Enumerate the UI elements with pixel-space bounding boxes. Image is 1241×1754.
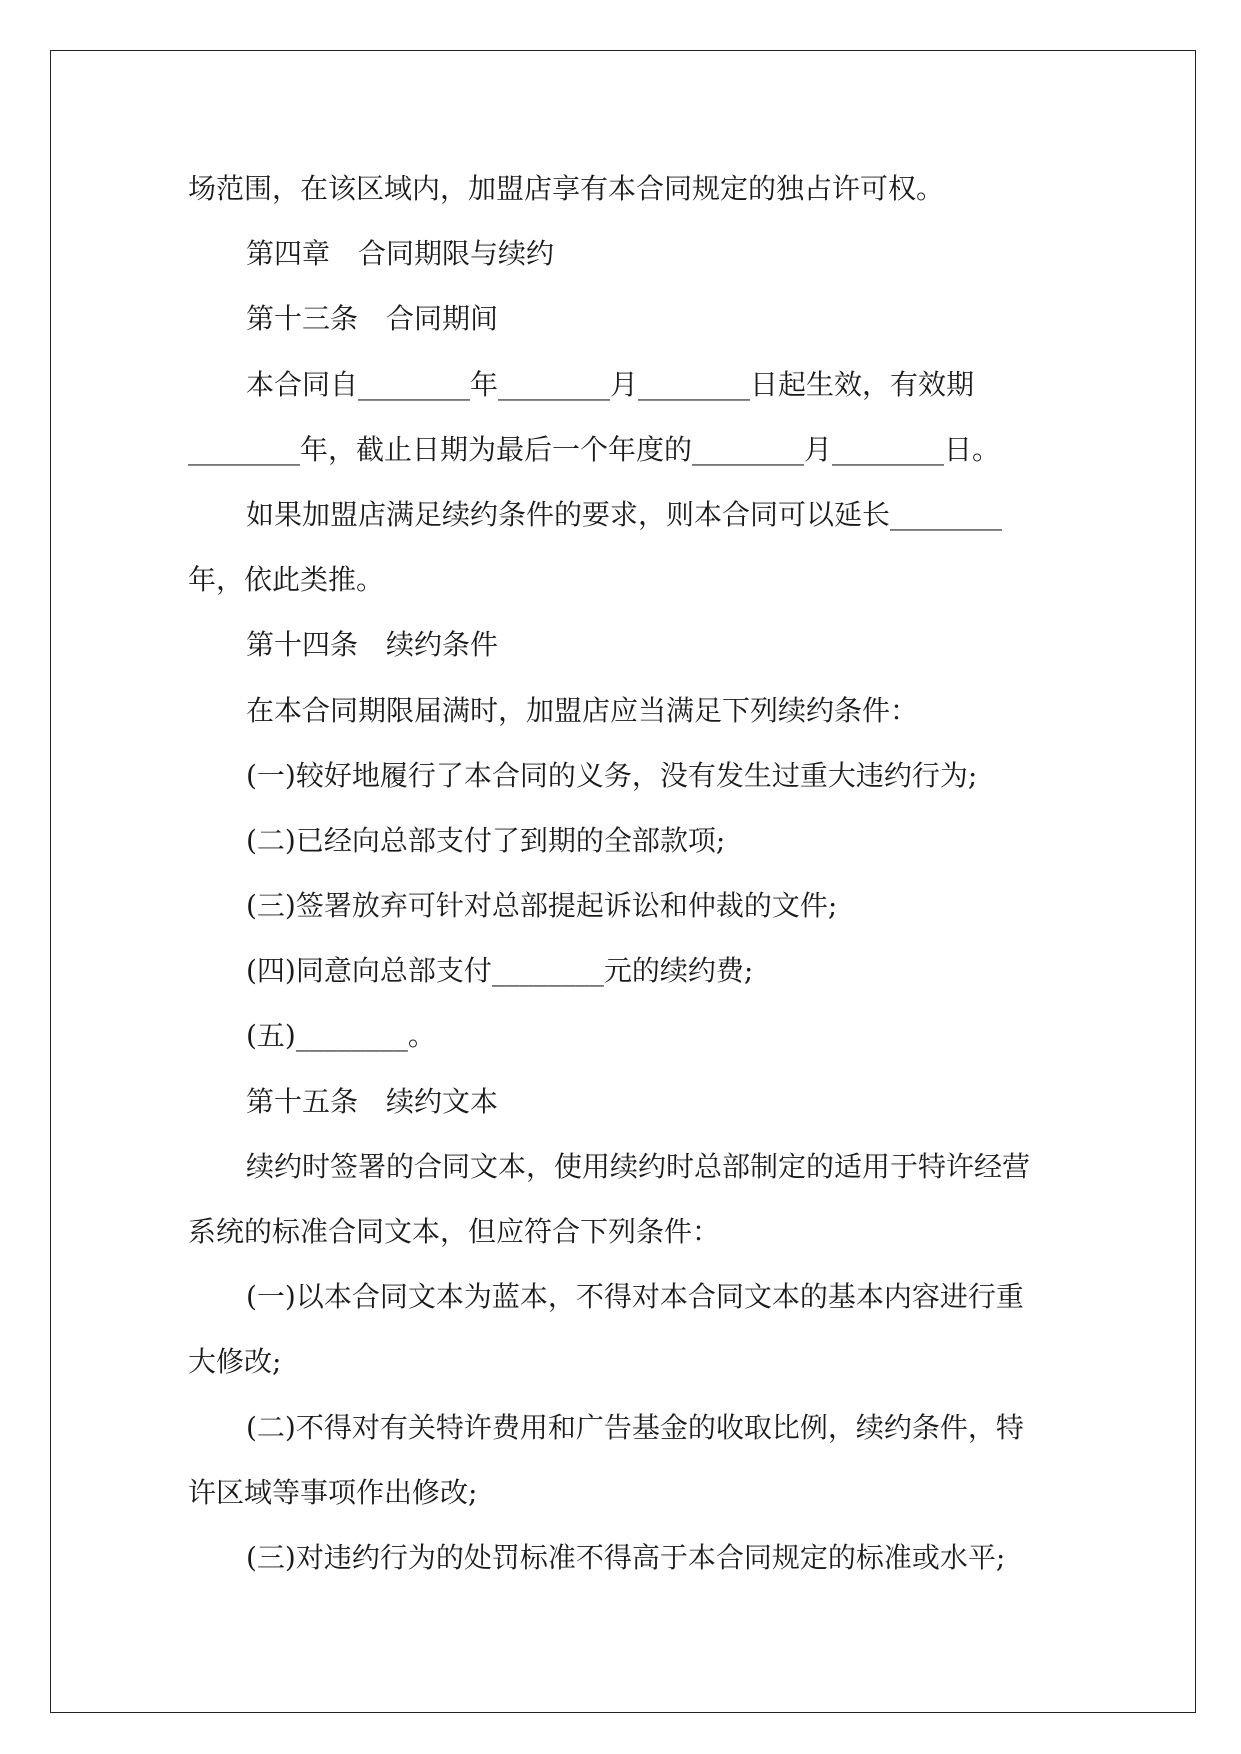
chapter-heading: 第四章 合同期限与续约: [246, 237, 555, 271]
text-line: 年，依此类推。: [188, 563, 385, 597]
text-line: 许区域等事项作出修改;: [188, 1475, 478, 1509]
list-item: (五)________。: [246, 1019, 436, 1053]
text-line: 场范围，在该区域内，加盟店享有本合同规定的独占许可权。: [188, 172, 945, 205]
text-line: 续约时签署的合同文本，使用续约时总部制定的适用于特许经营: [246, 1149, 1031, 1183]
list-item: (三)签署放弃可针对总部提起诉讼和仲裁的文件;: [246, 889, 838, 923]
list-item: (二)已经向总部支付了到期的全部款项;: [246, 823, 726, 857]
list-item: (三)对违约行为的处罚标准不得高于本合同规定的标准或水平;: [246, 1540, 1006, 1574]
article-heading: 第十三条 合同期间: [246, 302, 499, 336]
list-item: (一)较好地履行了本合同的义务，没有发生过重大违约行为;: [246, 758, 978, 792]
list-item: (四)同意向总部支付________元的续约费;: [246, 954, 754, 988]
article-heading: 第十四条 续约条件: [246, 628, 499, 662]
text-line: ________年，截止日期为最后一个年度的________月________日。: [188, 432, 1001, 466]
list-item: (二)不得对有关特许费用和广告基金的收取比例，续约条件，特: [246, 1410, 1024, 1444]
text-line: 大修改;: [188, 1345, 282, 1379]
text-line: 系统的标准合同文本，但应符合下列条件：: [188, 1215, 721, 1248]
text-line: 本合同自________年________月________日起生效，有效期: [246, 367, 975, 401]
text-line: 在本合同期限届满时，加盟店应当满足下列续约条件：: [246, 693, 919, 727]
document-body: [188, 156, 1058, 1590]
list-item: (一)以本合同文本为蓝本，不得对本合同文本的基本内容进行重: [246, 1280, 1024, 1314]
text-line: 如果加盟店满足续约条件的要求，则本合同可以延长________: [246, 497, 1003, 531]
article-heading: 第十五条 续约文本: [246, 1084, 499, 1118]
